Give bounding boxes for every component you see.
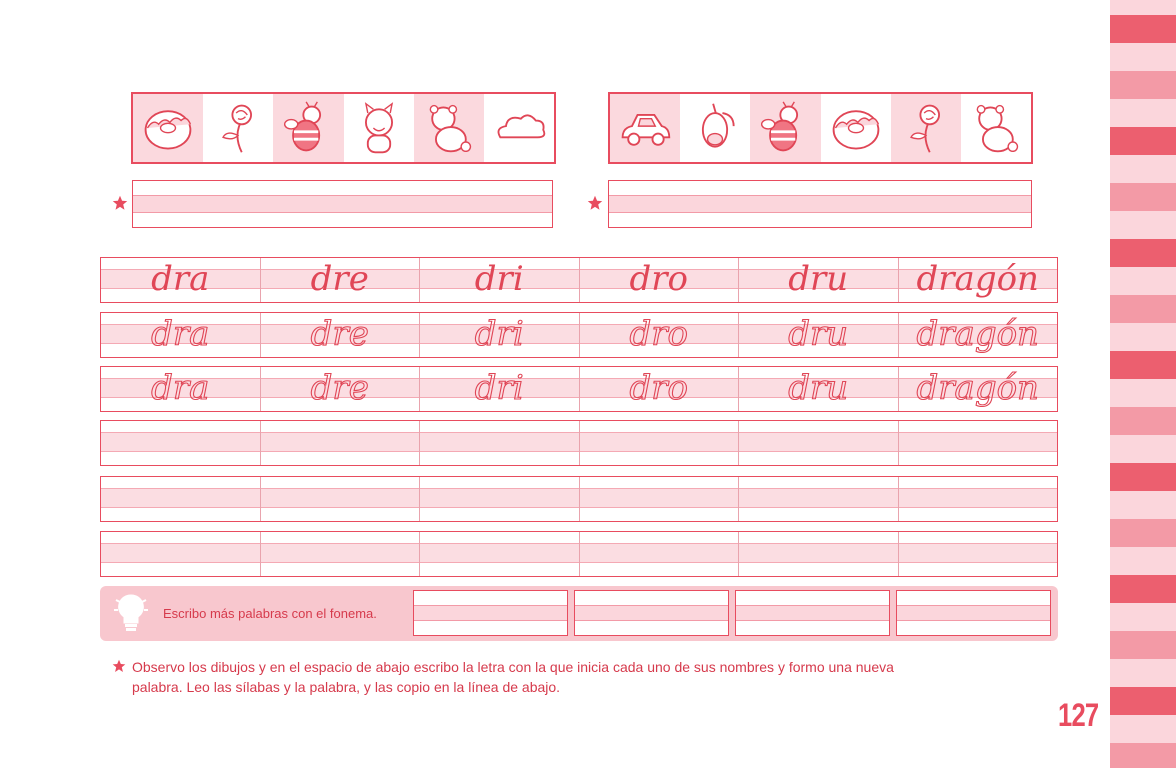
writing-cell[interactable] (261, 421, 421, 465)
car-icon (610, 94, 680, 162)
syllable-word: dro (629, 368, 688, 408)
star-icon (112, 195, 128, 211)
writing-cell (261, 258, 421, 302)
instruction-text (132, 657, 972, 697)
more-words-box (100, 586, 1058, 641)
writing-cell (580, 313, 740, 357)
bee-icon (273, 94, 343, 162)
teddy-bear-icon (961, 94, 1031, 162)
writing-cell (101, 313, 261, 357)
writing-cell (261, 367, 421, 411)
syllable-word: dre (310, 259, 369, 299)
writing-cell[interactable] (420, 477, 580, 521)
rose-icon (203, 94, 273, 162)
instruction-line-2: palabra. Leo las sílabas y la palabra, y las copio en la línea de abajo. (132, 679, 561, 695)
writing-cell[interactable] (261, 532, 421, 576)
writing-cell[interactable] (739, 532, 899, 576)
donut-icon (133, 94, 203, 162)
writing-cell (739, 367, 899, 411)
writing-cell (101, 258, 261, 302)
rose-icon (891, 94, 961, 162)
writing-cell[interactable] (899, 477, 1058, 521)
writing-cell (899, 258, 1058, 302)
picture-strip-left (131, 92, 556, 164)
answer-line-left[interactable] (132, 180, 553, 228)
writing-cell[interactable] (739, 421, 899, 465)
writing-cell[interactable] (261, 477, 421, 521)
writing-cell (899, 313, 1058, 357)
answer-line-right[interactable] (608, 180, 1032, 228)
syllable-word: dru (788, 314, 849, 354)
writing-cell[interactable] (420, 532, 580, 576)
writing-cell (261, 313, 421, 357)
syllable-word: dragón (916, 259, 1039, 299)
syllable-word: dre (310, 314, 369, 354)
unicorn-icon (680, 94, 750, 162)
writing-row[interactable] (100, 531, 1058, 577)
writing-cell[interactable] (899, 421, 1058, 465)
syllable-word: dra (151, 259, 210, 299)
writing-cell (580, 258, 740, 302)
syllable-word: dri (474, 314, 524, 354)
writing-row (100, 366, 1058, 412)
writing-cell[interactable] (420, 421, 580, 465)
writing-cell (101, 367, 261, 411)
syllable-word: dri (474, 368, 524, 408)
bee-icon (750, 94, 820, 162)
word-line[interactable] (574, 590, 729, 636)
writing-cell (420, 313, 580, 357)
writing-cell (739, 258, 899, 302)
syllable-word: dre (310, 368, 369, 408)
word-line[interactable] (413, 590, 568, 636)
writing-cell[interactable] (580, 477, 740, 521)
syllable-word: dri (474, 259, 524, 299)
light-bulb-icon (114, 592, 148, 634)
syllable-word: dragón (916, 314, 1039, 354)
writing-cell (420, 367, 580, 411)
syllable-word: dra (151, 314, 210, 354)
star-icon (587, 195, 603, 211)
word-line[interactable] (735, 590, 890, 636)
writing-cell (899, 367, 1058, 411)
syllable-word: dru (788, 368, 849, 408)
donut-icon (821, 94, 891, 162)
page-edge-stripes (1110, 0, 1176, 768)
writing-row (100, 257, 1058, 303)
star-icon (112, 659, 126, 673)
syllable-word: dru (788, 259, 849, 299)
more-words-label: Escribo más palabras con el fonema. (163, 606, 377, 621)
writing-cell[interactable] (101, 477, 261, 521)
page-number: 127 (1058, 697, 1099, 733)
teddy-bear-icon (414, 94, 484, 162)
writing-row (100, 312, 1058, 358)
writing-cell[interactable] (101, 421, 261, 465)
writing-cell[interactable] (101, 532, 261, 576)
writing-row[interactable] (100, 476, 1058, 522)
writing-row[interactable] (100, 420, 1058, 466)
syllable-word: dro (629, 314, 688, 354)
writing-cell[interactable] (739, 477, 899, 521)
instruction-line-1: Observo los dibujos y en el espacio de abajo escribo la letra con la que inicia cada uno de sus nombres y formo una nueva (132, 659, 894, 675)
writing-cell[interactable] (580, 532, 740, 576)
writing-cell[interactable] (899, 532, 1058, 576)
writing-cell[interactable] (580, 421, 740, 465)
syllable-word: dra (151, 368, 210, 408)
writing-cell (739, 313, 899, 357)
word-line[interactable] (896, 590, 1051, 636)
picture-strip-right (608, 92, 1033, 164)
writing-cell (420, 258, 580, 302)
cat-icon (344, 94, 414, 162)
cloud-icon (484, 94, 554, 162)
writing-cell (580, 367, 740, 411)
syllable-word: dro (629, 259, 688, 299)
syllable-word: dragón (916, 368, 1039, 408)
